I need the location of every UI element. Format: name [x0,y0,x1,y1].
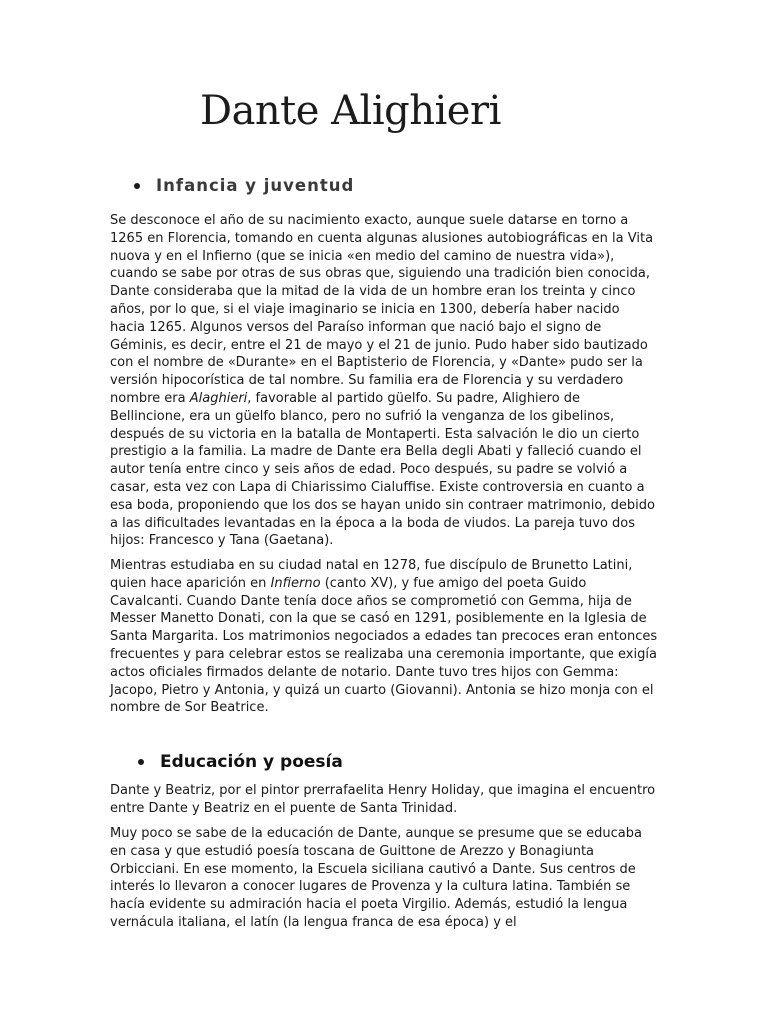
section-heading-educacion [138,752,343,772]
paragraph: Se desconoce el año de su nacimiento exacto, aunque suele datarse en torno a 1265 en Florencia, tomando en cuenta algunas alusiones autobiográficas en la Vita nuova y en el Infierno (que se inicia «en medio del camino de nuestra vida»), cuando se sabe por otras de sus obras que, siguiendo una tradición bien conocida, Dante consideraba que la mitad de la vida de un hombre eran los treinta y cinco años, por lo que, si el viaje imaginario se inicia en 1300, debería haber nacido hacia 1265. Algunos versos del Paraíso informan que nació bajo el signo de Géminis, es decir, entre el 21 de mayo y el 21 de junio. Pudo haber sido bautizado con el nombre de «Durante» en el Baptisterio de Florencia, y «Dante» pudo ser la versión hipocorística de tal nombre. Su familia era de Florencia y su verdadero nombre era Alaghieri, favorable al partido güelfo. Su padre, Alighiero de Bellincione, era un güelfo blanco, pero no sufrió la venganza de los gibelinos, después de su victoria en la batalla de Montaperti. Esta salvación le dio un cierto prestigio a la familia. La madre de Dante era Bella degli Abati y falleció cuando el autor tenía entre cinco y seis años de edad. Poco después, su padre se volvió a casar, esta vez con Lapa di Chiarissimo Cialuffise. Existe controversia en cuanto a esa boda, proponiendo que los dos se hayan unido sin contraer matrimonio, debido a las dificultades levantadas en la época a la boda de viudos. La pareja tuvo dos hijos: Francesco y Tana (Gaetana). [110,213,655,549]
paragraph: Muy poco se sabe de la educación de Dante, aunque se presume que se educaba en casa y que estudió poesía toscana de Guittone de Arezzo y Bonagiunta Orbicciani. En ese momento, la Escuela siciliana cautivó a Dante. Sus centros de interés lo llevaron a conocer lugares de Provenza y la cultura latina. También se hacía evidente su admiración hacia el poeta Virgilio. Además, estudió la lengua vernácula italiana, el latín (la lengua franca de esa época) y el [110,826,642,930]
section-heading-infancia [134,176,354,195]
paragraph: Dante y Beatriz, por el pintor prerrafaelita Henry Holiday, que imagina el encuentro entre Dante y Beatriz en el puente de Santa Trinidad. [110,783,656,816]
bullet-icon [138,759,144,765]
bullet-icon [134,183,140,189]
paragraph: Mientras estudiaba en su ciudad natal en 1278, fue discípulo de Brunetto Latini, quien hace aparición en Infierno (canto XV), y fue amigo del poeta Guido Cavalcanti. Cuando Dante tenía doce años se comprometió con Gemma, hija de Messer Manetto Donati, con la que se casó en 1291, posiblemente en la Iglesia de Santa Margarita. Los matrimonios negociados a edades tan precoces eran entonces frecuentes y para celebrar estos se realizaba una ceremonia importante, que exigía actos oficiales firmados delante de notario. Dante tuvo tres hijos con Gemma: Jacopo, Pietro y Antonia, y quizá un cuarto (Giovanni). Antonia se hizo monja con el nombre de Sor Beatrice. [110,558,658,716]
page-title: Dante Alighieri [200,88,501,134]
section-heading-label: Infancia y juventud [156,176,355,195]
section-heading-label: Educación y poesía [160,752,343,772]
